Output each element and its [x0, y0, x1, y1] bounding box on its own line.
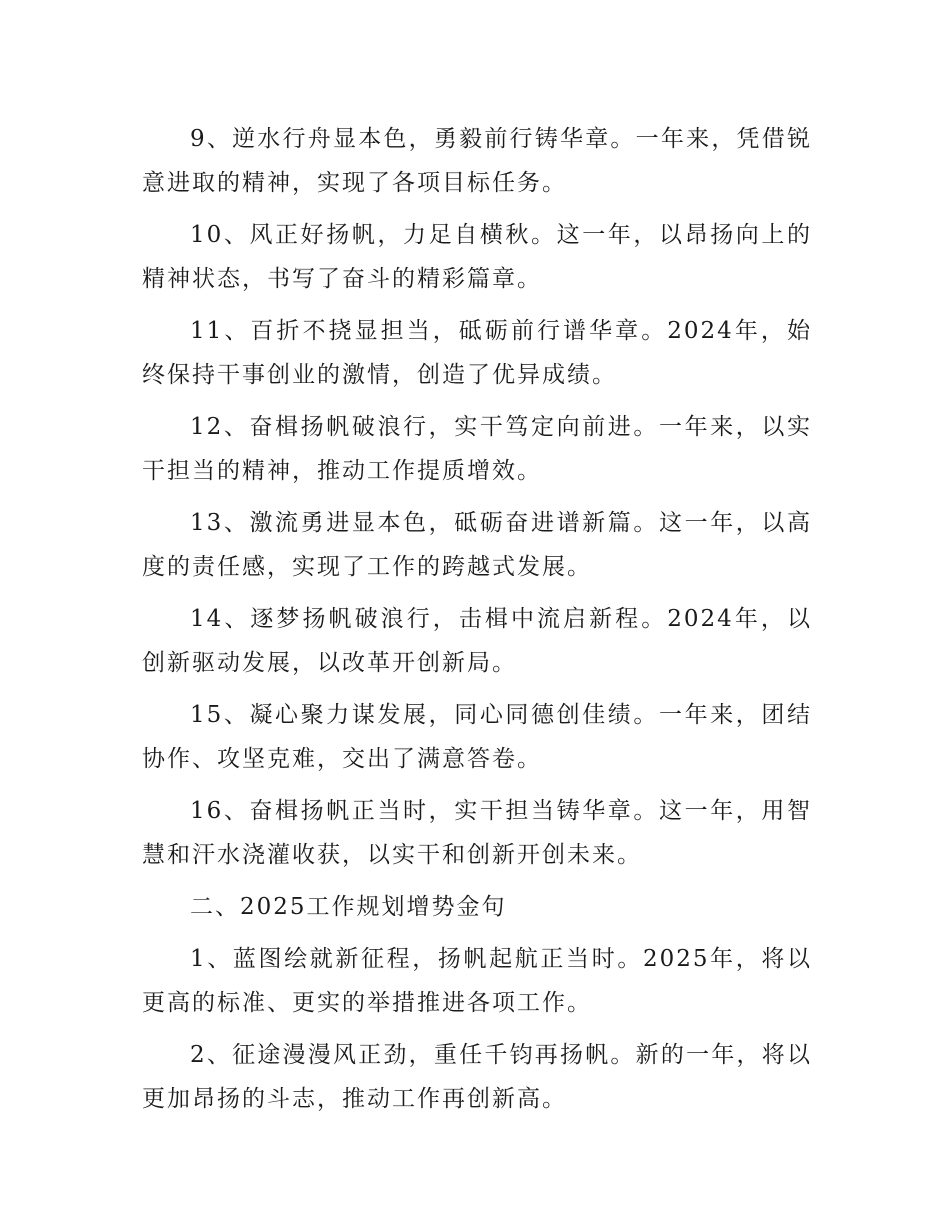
paragraph-item-9: 9、逆水行舟显本色，勇毅前行铸华章。一年来，凭借锐意进取的精神，实现了各项目标任务。 — [142, 126, 812, 196]
section-paragraph-item-1: 1、蓝图绘就新征程，扬帆起航正当时。2025年，将以更高的标准、更实的举措推进各项工作。 — [142, 946, 812, 1016]
section-heading: 二、2025工作规划增势金句 — [190, 894, 507, 920]
paragraph-item-16: 16、奋楫扬帆正当时，实干担当铸华章。这一年，用智慧和汗水浇灌收获，以实干和创新开创未来。 — [142, 798, 812, 868]
paragraph-item-13: 13、激流勇进显本色，砥砺奋进谱新篇。这一年，以高度的责任感，实现了工作的跨越式发展。 — [142, 510, 812, 580]
paragraph-item-14: 14、逐梦扬帆破浪行，击楫中流启新程。2024年，以创新驱动发展，以改革开创新局。 — [142, 606, 812, 676]
section-paragraph-item-2: 2、征途漫漫风正劲，重任千钧再扬帆。新的一年，将以更加昂扬的斗志，推动工作再创新高。 — [142, 1042, 812, 1112]
paragraph-item-11: 11、百折不挠显担当，砥砺前行谱华章。2024年，始终保持干事创业的激情，创造了优异成绩。 — [142, 318, 812, 388]
paragraph-item-10: 10、风正好扬帆，力足自横秋。这一年，以昂扬向上的精神状态，书写了奋斗的精彩篇章。 — [142, 222, 812, 292]
document-body — [142, 117, 812, 1129]
paragraph-item-12: 12、奋楫扬帆破浪行，实干笃定向前进。一年来，以实干担当的精神，推动工作提质增效。 — [142, 414, 812, 484]
paragraph-item-15: 15、凝心聚力谋发展，同心同德创佳绩。一年来，团结协作、攻坚克难，交出了满意答卷。 — [142, 702, 812, 772]
